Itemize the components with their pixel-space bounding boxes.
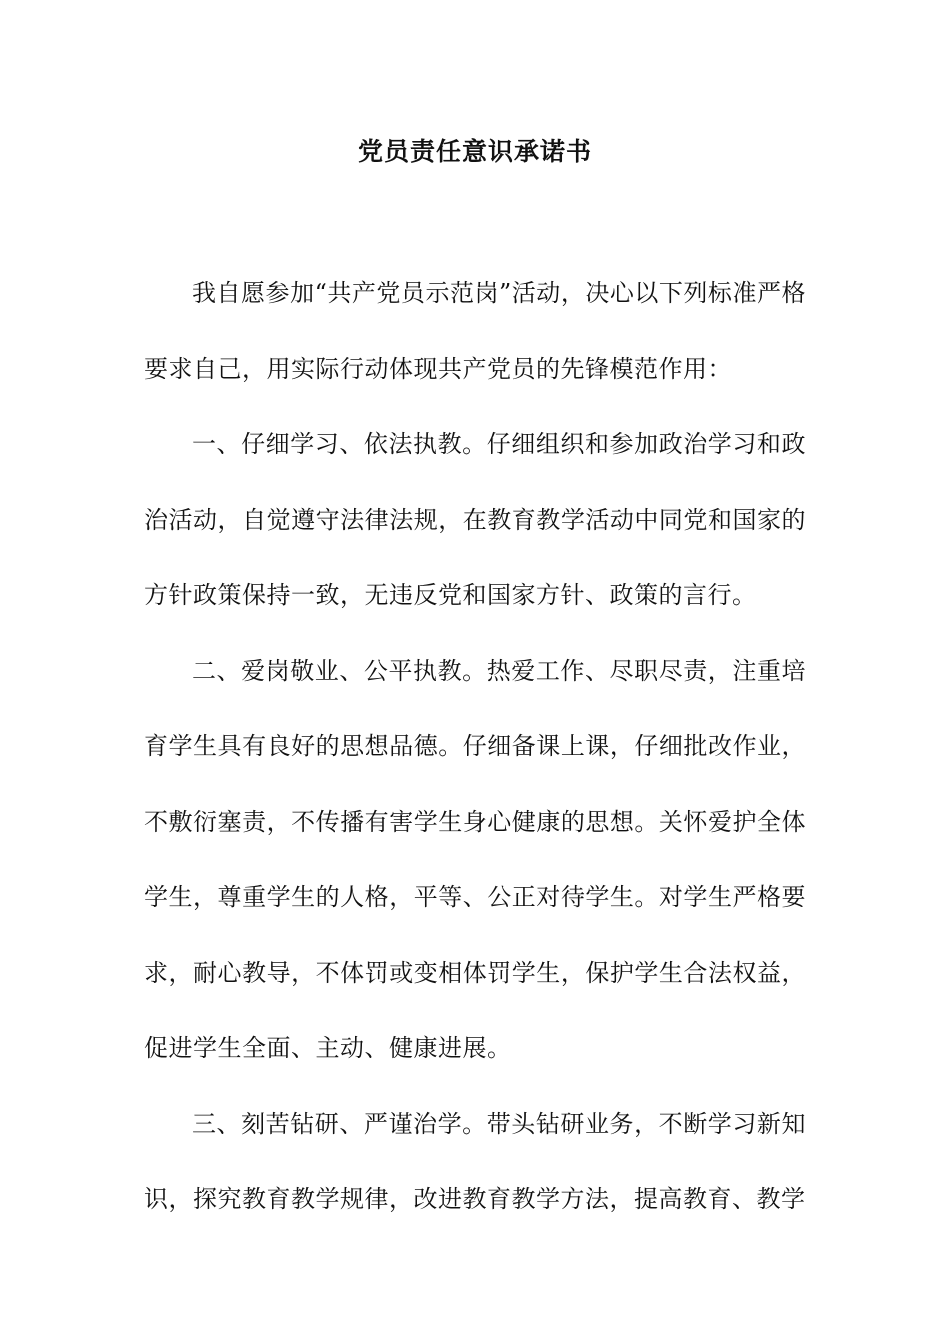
document-title: 党员责任意识承诺书 [357,137,592,166]
paragraph-intro: 我自愿参加“共产党员示范岗”活动，决心以下列标准严格要求自己，用实际行动体现共产党员的先锋模范作用： [144,279,806,383]
paragraph-section-1: 一、仔细学习、依法执教。仔细组织和参加政治学习和政治活动，自觉遵守法律法规，在教育教学活动中同党和国家的方针政策保持一致，无违反党和国家方针、政策的言行。 [144,430,806,609]
paragraph-section-2: 二、爱岗敬业、公平执教。热爱工作、尽职尽责，注重培育学生具有良好的思想品德。仔细备课上课，仔细批改作业，不敷衍塞责，不传播有害学生身心健康的思想。关怀爱护全体学生，尊重学生的人格，平等、公正对待学生。对学生严格要求，耐心教导，不体罚或变相体罚学生，保护学生合法权益，促进学生全面、主动、健康进展。 [144,656,806,1062]
paragraph-section-3: 三、刻苦钻研、严谨治学。带头钻研业务，不断学习新知识，探究教育教学规律，改进教育教学方法，提高教育、教学 [144,1109,806,1213]
document-body [144,256,806,1238]
